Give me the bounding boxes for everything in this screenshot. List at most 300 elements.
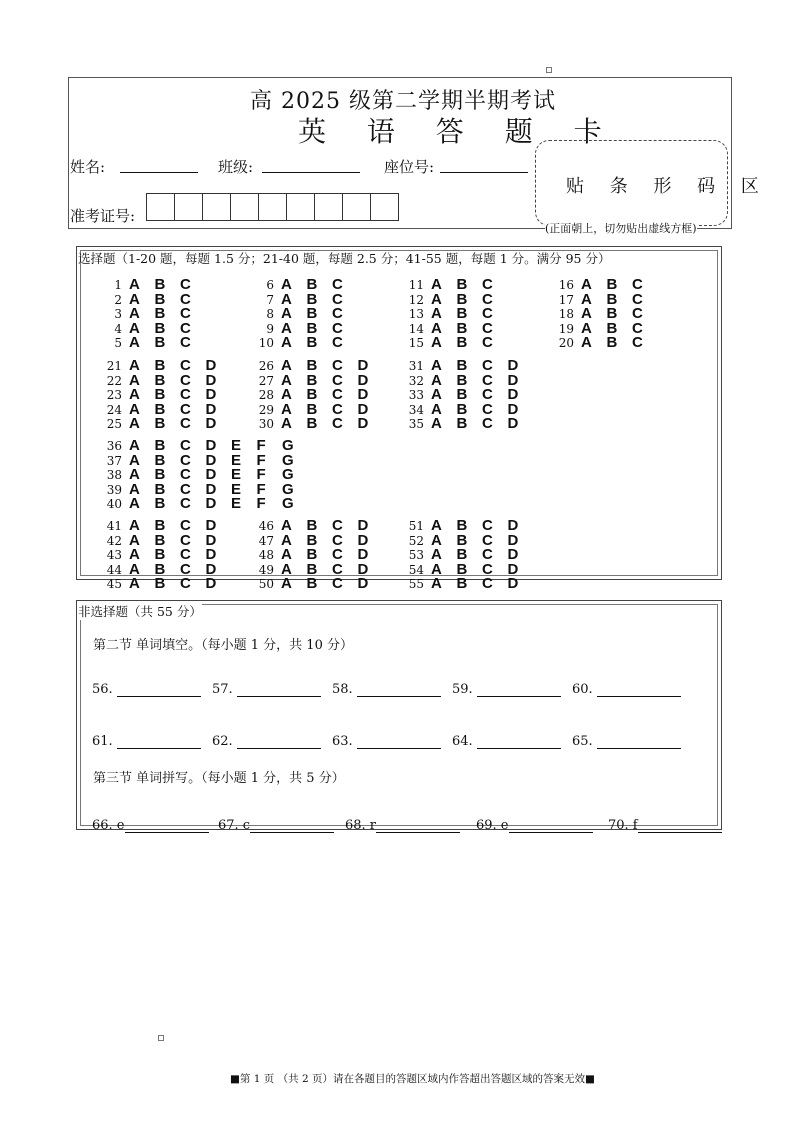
option-bubble[interactable]: E [231, 495, 242, 513]
option-bubble[interactable]: B [456, 305, 468, 323]
option-bubble[interactable]: F [256, 451, 266, 469]
option-bubble[interactable]: B [154, 437, 166, 454]
option-bubble[interactable]: E [231, 480, 242, 498]
option-bubble[interactable]: C [180, 480, 191, 498]
option-bubble[interactable]: A [281, 334, 292, 352]
spell-blank [345, 818, 460, 833]
option-bubble[interactable]: C [332, 546, 343, 564]
answer-row [398, 562, 533, 576]
option-bubble[interactable]: B [606, 334, 618, 352]
question-number: 45 [106, 577, 122, 592]
option-bubble[interactable]: D [507, 575, 519, 593]
answer-line[interactable] [509, 820, 593, 833]
option-bubble[interactable]: C [332, 319, 343, 337]
option-bubble[interactable]: E [231, 437, 242, 454]
option-bubble[interactable]: B [154, 546, 166, 564]
question-number: 14 [408, 321, 424, 336]
answer-line[interactable] [477, 684, 561, 697]
exam-id-cell[interactable] [286, 193, 315, 221]
exam-id-cell[interactable] [342, 193, 371, 221]
option-bubble[interactable]: B [456, 400, 468, 418]
answer-line[interactable] [237, 736, 321, 749]
fill-blank [332, 734, 441, 749]
option-bubble[interactable]: A [129, 290, 140, 308]
question-number: 7 [266, 292, 274, 307]
option-bubble[interactable]: G [282, 437, 294, 454]
option-bubble[interactable]: C [632, 276, 643, 293]
answer-row [96, 453, 308, 467]
option-bubble[interactable]: D [205, 415, 217, 433]
option-bubble[interactable]: C [332, 575, 343, 593]
option-bubble[interactable]: D [507, 386, 519, 404]
answer-line[interactable] [250, 820, 334, 833]
option-bubble[interactable]: B [154, 319, 166, 337]
option-bubble[interactable]: D [205, 466, 217, 484]
exam-id-cell[interactable] [258, 193, 287, 221]
question-number: 23 [106, 388, 122, 403]
option-bubble[interactable]: B [306, 386, 318, 404]
option-bubble[interactable]: A [129, 357, 140, 374]
option-bubble[interactable]: D [507, 415, 519, 433]
option-bubble[interactable]: B [154, 531, 166, 549]
option-bubble[interactable]: A [129, 560, 140, 578]
option-bubble[interactable]: B [456, 319, 468, 337]
question-number: 20 [558, 336, 574, 351]
option-bubble[interactable]: B [154, 305, 166, 323]
option-bubble[interactable]: D [205, 575, 217, 593]
option-bubble[interactable]: C [482, 305, 493, 323]
option-bubble[interactable]: B [306, 371, 318, 389]
answer-row [96, 334, 206, 352]
question-number: 47 [258, 533, 274, 548]
option-bubble[interactable]: A [581, 319, 592, 337]
option-bubble[interactable]: B [154, 451, 166, 469]
answer-line[interactable] [357, 736, 441, 749]
option-bubble[interactable]: D [205, 451, 217, 469]
option-bubble[interactable]: C [482, 415, 493, 433]
option-bubble[interactable]: A [431, 371, 442, 389]
class-label: 班级: [218, 158, 254, 176]
answer-line[interactable] [597, 684, 681, 697]
option-bubble[interactable]: C [332, 276, 343, 293]
option-bubble[interactable]: D [205, 400, 217, 418]
option-bubble[interactable]: D [507, 371, 519, 389]
answer-line[interactable] [376, 820, 460, 833]
question-number: 16 [558, 278, 574, 292]
option-bubble[interactable]: B [306, 319, 318, 337]
exam-id-cell[interactable] [202, 193, 231, 221]
option-bubble[interactable]: B [456, 415, 468, 433]
option-bubble[interactable]: A [431, 415, 442, 433]
option-bubble[interactable]: A [129, 531, 140, 549]
option-bubble[interactable]: D [205, 546, 217, 564]
option-bubble[interactable]: C [482, 319, 493, 337]
option-bubble[interactable]: C [180, 386, 191, 404]
option-bubble[interactable]: D [205, 480, 217, 498]
option-bubble[interactable]: A [281, 575, 292, 593]
option-bubble[interactable]: D [357, 400, 369, 418]
option-bubble[interactable]: C [180, 517, 191, 534]
option-bubble[interactable]: A [281, 415, 292, 433]
question-number: 48 [258, 548, 274, 563]
option-bubble[interactable]: B [154, 415, 166, 433]
option-bubble[interactable]: D [357, 560, 369, 578]
option-bubble[interactable]: B [154, 371, 166, 389]
option-bubble[interactable]: D [205, 517, 217, 534]
option-bubble[interactable]: D [507, 531, 519, 549]
option-bubble[interactable]: B [154, 495, 166, 513]
question-number: 25 [106, 417, 122, 432]
option-bubble[interactable]: A [281, 357, 292, 374]
option-bubble[interactable]: B [456, 334, 468, 352]
option-bubble[interactable]: B [154, 400, 166, 418]
seat-field[interactable] [440, 172, 528, 173]
option-bubble[interactable]: B [456, 386, 468, 404]
option-bubble[interactable]: C [332, 386, 343, 404]
section3-title: 第三节 单词拼写。（每小题 1 分，共 5 分） [93, 771, 345, 786]
option-bubble[interactable]: B [306, 400, 318, 418]
option-bubble[interactable]: A [581, 276, 592, 293]
exam-id-cell[interactable] [174, 193, 203, 221]
option-bubble[interactable]: G [282, 480, 294, 498]
fill-blank [212, 682, 321, 697]
option-bubble[interactable]: B [456, 276, 468, 293]
option-bubble[interactable]: D [357, 371, 369, 389]
option-bubble[interactable]: C [332, 400, 343, 418]
option-bubble[interactable]: B [154, 517, 166, 534]
option-bubble[interactable]: C [180, 371, 191, 389]
option-bubble[interactable]: B [456, 575, 468, 593]
option-bubble[interactable]: D [507, 400, 519, 418]
option-bubble[interactable]: A [129, 415, 140, 433]
option-bubble[interactable]: A [281, 290, 292, 308]
option-bubble[interactable]: A [129, 386, 140, 404]
option-bubble[interactable]: A [129, 319, 140, 337]
option-bubble[interactable]: A [281, 276, 292, 293]
option-bubble[interactable]: B [154, 466, 166, 484]
exam-id-cell[interactable] [370, 193, 399, 221]
answer-row [398, 292, 508, 306]
option-bubble[interactable]: B [456, 517, 468, 534]
question-number: 46 [258, 519, 274, 533]
question-number: 53 [408, 548, 424, 563]
option-bubble[interactable]: D [357, 357, 369, 374]
answer-row [248, 415, 383, 433]
option-bubble[interactable]: A [431, 531, 442, 549]
option-bubble[interactable]: C [180, 400, 191, 418]
option-bubble[interactable]: B [606, 319, 618, 337]
exam-id-cell[interactable] [314, 193, 343, 221]
answer-row [548, 334, 658, 352]
option-bubble[interactable]: C [180, 531, 191, 549]
choice-header: 选择题（1-20 题，每题 1.5 分；21-40 题，每题 2.5 分；41-55 题，每题 1 分。满分 95 分） [78, 251, 611, 266]
option-bubble[interactable]: C [632, 305, 643, 323]
option-bubble[interactable]: A [431, 546, 442, 564]
answer-row [548, 292, 658, 306]
exam-id-label: 准考证号: [70, 207, 136, 225]
option-bubble[interactable]: A [129, 334, 140, 352]
option-bubble[interactable]: C [482, 334, 493, 352]
option-bubble[interactable]: C [180, 495, 191, 513]
answer-line[interactable] [125, 820, 209, 833]
option-bubble[interactable]: B [456, 546, 468, 564]
option-bubble[interactable]: B [306, 575, 318, 593]
option-bubble[interactable]: C [482, 517, 493, 534]
blank-number: 57. [212, 682, 237, 697]
option-bubble[interactable]: F [256, 466, 266, 484]
option-bubble[interactable]: B [154, 357, 166, 374]
option-bubble[interactable]: G [282, 451, 294, 469]
option-bubble[interactable]: A [281, 319, 292, 337]
answer-row [398, 358, 533, 372]
option-bubble[interactable]: F [256, 495, 266, 513]
option-bubble[interactable]: A [431, 400, 442, 418]
option-bubble[interactable]: B [306, 560, 318, 578]
option-bubble[interactable]: D [357, 386, 369, 404]
option-bubble[interactable]: A [129, 480, 140, 498]
name-field[interactable] [120, 172, 198, 173]
option-bubble[interactable]: G [282, 495, 294, 513]
option-bubble[interactable]: D [507, 517, 519, 534]
blank-number: 66. e [92, 818, 125, 833]
option-bubble[interactable]: B [306, 357, 318, 374]
option-bubble[interactable]: D [507, 357, 519, 374]
option-bubble[interactable]: C [180, 451, 191, 469]
option-bubble[interactable]: C [482, 386, 493, 404]
option-bubble[interactable]: B [306, 305, 318, 323]
option-bubble[interactable]: B [306, 531, 318, 549]
option-bubble[interactable]: A [431, 334, 442, 352]
option-bubble[interactable]: D [205, 371, 217, 389]
answer-row [548, 321, 658, 335]
option-bubble[interactable]: A [431, 560, 442, 578]
option-bubble[interactable]: E [231, 466, 242, 484]
answer-row [398, 305, 508, 323]
answer-row [96, 466, 308, 484]
answer-row [248, 386, 383, 404]
blank-number: 59. [452, 682, 477, 697]
option-bubble[interactable]: B [306, 290, 318, 308]
option-bubble[interactable]: A [431, 290, 442, 308]
option-bubble[interactable]: C [180, 305, 191, 323]
option-bubble[interactable]: C [332, 517, 343, 534]
question-number: 39 [106, 482, 122, 497]
option-bubble[interactable]: C [180, 575, 191, 593]
option-bubble[interactable]: B [456, 560, 468, 578]
option-bubble[interactable]: A [431, 357, 442, 374]
answer-row [96, 321, 206, 335]
option-bubble[interactable]: A [129, 276, 140, 293]
option-bubble[interactable]: C [332, 531, 343, 549]
answer-line[interactable] [477, 736, 561, 749]
option-bubble[interactable]: C [482, 560, 493, 578]
option-bubble[interactable]: A [431, 276, 442, 293]
option-bubble[interactable]: C [332, 305, 343, 323]
option-bubble[interactable]: A [129, 466, 140, 484]
option-bubble[interactable]: A [129, 371, 140, 389]
option-bubble[interactable]: A [431, 517, 442, 534]
answer-row [96, 373, 231, 387]
option-bubble[interactable]: A [281, 386, 292, 404]
option-bubble[interactable]: A [581, 305, 592, 323]
option-bubble[interactable]: C [180, 466, 191, 484]
option-bubble[interactable]: A [281, 400, 292, 418]
option-bubble[interactable]: B [456, 371, 468, 389]
option-bubble[interactable]: B [606, 276, 618, 293]
option-bubble[interactable]: B [154, 290, 166, 308]
option-bubble[interactable]: B [306, 334, 318, 352]
option-bubble[interactable]: D [357, 517, 369, 534]
option-bubble[interactable]: B [456, 290, 468, 308]
question-number: 1 [114, 278, 122, 292]
option-bubble[interactable]: B [154, 276, 166, 293]
option-bubble[interactable]: B [154, 575, 166, 593]
option-bubble[interactable]: B [306, 415, 318, 433]
answer-row [248, 277, 358, 291]
question-number: 37 [106, 453, 122, 468]
option-bubble[interactable]: C [180, 546, 191, 564]
option-bubble[interactable]: A [581, 290, 592, 308]
option-bubble[interactable]: D [507, 560, 519, 578]
option-bubble[interactable]: D [507, 546, 519, 564]
answer-row [96, 482, 308, 496]
option-bubble[interactable]: D [357, 415, 369, 433]
option-bubble[interactable]: D [205, 495, 217, 513]
nonchoice-header: 非选择题（共 55 分） [78, 604, 202, 619]
option-bubble[interactable]: C [332, 560, 343, 578]
option-bubble[interactable]: B [606, 305, 618, 323]
exam-id-cell[interactable] [146, 193, 175, 221]
option-bubble[interactable]: D [205, 357, 217, 374]
option-bubble[interactable]: A [129, 400, 140, 418]
option-bubble[interactable]: D [357, 575, 369, 593]
option-bubble[interactable]: C [180, 319, 191, 337]
option-bubble[interactable]: A [281, 517, 292, 534]
option-bubble[interactable]: C [180, 290, 191, 308]
option-bubble[interactable]: A [281, 546, 292, 564]
answer-line[interactable] [597, 736, 681, 749]
option-bubble[interactable]: A [129, 305, 140, 323]
option-bubble[interactable]: B [306, 276, 318, 293]
option-bubble[interactable]: D [205, 560, 217, 578]
option-bubble[interactable]: C [482, 400, 493, 418]
option-bubble[interactable]: C [332, 334, 343, 352]
option-bubble[interactable]: A [129, 546, 140, 564]
answer-row [398, 321, 508, 335]
option-bubble[interactable]: C [632, 334, 643, 352]
option-bubble[interactable]: B [154, 334, 166, 352]
option-bubble[interactable]: A [581, 334, 592, 352]
option-bubble[interactable]: C [180, 276, 191, 293]
option-bubble[interactable]: A [129, 495, 140, 513]
question-number: 33 [408, 388, 424, 403]
option-bubble[interactable]: A [431, 305, 442, 323]
option-bubble[interactable]: B [456, 357, 468, 374]
option-bubble[interactable]: B [606, 290, 618, 308]
option-bubble[interactable]: C [482, 357, 493, 374]
option-bubble[interactable]: A [281, 371, 292, 389]
option-bubble[interactable]: A [129, 517, 140, 534]
option-bubble[interactable]: C [332, 415, 343, 433]
answer-line[interactable] [117, 736, 201, 749]
option-bubble[interactable]: C [632, 290, 643, 308]
option-bubble[interactable]: C [332, 371, 343, 389]
option-bubble[interactable]: A [129, 451, 140, 469]
option-bubble[interactable]: C [332, 357, 343, 374]
exam-id-cell[interactable] [230, 193, 259, 221]
option-bubble[interactable]: D [357, 531, 369, 549]
question-number: 31 [408, 359, 424, 373]
question-number: 43 [106, 548, 122, 563]
option-bubble[interactable]: C [482, 531, 493, 549]
option-bubble[interactable]: C [482, 371, 493, 389]
option-bubble[interactable]: D [205, 437, 217, 454]
fill-blank [92, 734, 201, 749]
option-bubble[interactable]: A [431, 319, 442, 337]
question-number: 15 [408, 336, 424, 351]
option-bubble[interactable]: B [154, 560, 166, 578]
answer-line[interactable] [357, 684, 441, 697]
option-bubble[interactable]: C [180, 560, 191, 578]
answer-line[interactable] [237, 684, 321, 697]
option-bubble[interactable]: B [306, 546, 318, 564]
option-bubble[interactable]: D [205, 531, 217, 549]
option-bubble[interactable]: C [180, 415, 191, 433]
option-bubble[interactable]: C [482, 290, 493, 308]
option-bubble[interactable]: B [154, 480, 166, 498]
answer-row [96, 438, 308, 452]
option-bubble[interactable]: C [482, 546, 493, 564]
option-bubble[interactable]: F [256, 437, 266, 454]
fill-blank [212, 734, 321, 749]
answer-row [248, 518, 383, 532]
option-bubble[interactable]: C [482, 575, 493, 593]
option-bubble[interactable]: A [281, 305, 292, 323]
option-bubble[interactable]: C [180, 437, 191, 454]
blank-number: 60. [572, 682, 597, 697]
option-bubble[interactable]: C [482, 276, 493, 293]
barcode-note: (正面朝上，切勿贴出虚线方框) [545, 222, 697, 235]
option-bubble[interactable]: C [632, 319, 643, 337]
answer-row [96, 575, 231, 593]
answer-line[interactable] [638, 820, 722, 833]
option-bubble[interactable]: D [205, 386, 217, 404]
option-bubble[interactable]: A [431, 575, 442, 593]
option-bubble[interactable]: B [154, 386, 166, 404]
option-bubble[interactable]: B [456, 531, 468, 549]
option-bubble[interactable]: G [282, 466, 294, 484]
option-bubble[interactable]: A [281, 531, 292, 549]
option-bubble[interactable]: A [129, 437, 140, 454]
option-bubble[interactable]: E [231, 451, 242, 469]
option-bubble[interactable]: A [129, 575, 140, 593]
option-bubble[interactable]: A [431, 386, 442, 404]
option-bubble[interactable]: B [306, 517, 318, 534]
answer-line[interactable] [117, 684, 201, 697]
option-bubble[interactable]: C [180, 357, 191, 374]
option-bubble[interactable]: F [256, 480, 266, 498]
option-bubble[interactable]: A [281, 560, 292, 578]
option-bubble[interactable]: C [180, 334, 191, 352]
answer-row [96, 518, 231, 532]
page-footer: ■第 1 页 （共 2 页）请在各题目的答题区域内作答超出答题区域的答案无效■ [230, 1073, 595, 1085]
barcode-label: 贴 条 形 码 区 [566, 176, 769, 197]
option-bubble[interactable]: D [357, 546, 369, 564]
answer-row [96, 292, 206, 306]
option-bubble[interactable]: C [332, 290, 343, 308]
class-field[interactable] [262, 172, 360, 173]
question-number: 12 [408, 292, 424, 307]
